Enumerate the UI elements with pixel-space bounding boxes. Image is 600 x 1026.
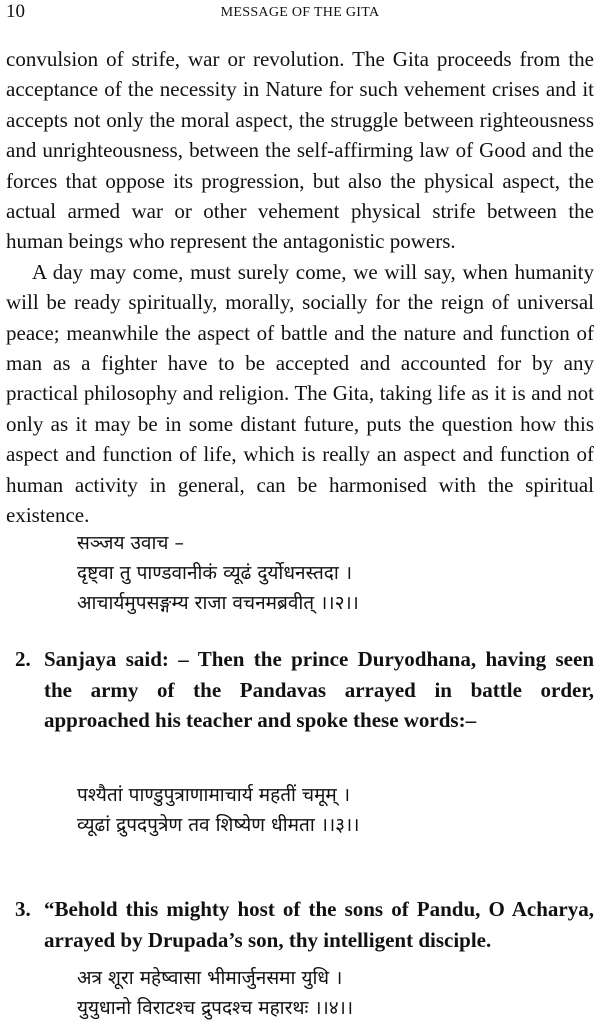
page-number: 10 (6, 1, 25, 22)
translation-verse-3 (15, 894, 594, 955)
sanskrit-verse-2 (77, 528, 359, 618)
running-head: MESSAGE OF THE GITA (220, 5, 380, 20)
verse-line: पश्यैतां पाण्डुपुत्राणामाचार्य महतीं चमूम् । (77, 784, 351, 806)
sanskrit-verse-3 (77, 780, 359, 840)
sanskrit-verse-4 (77, 963, 353, 1023)
verse-line: दृष्ट्वा तु पाण्डवानीकं व्यूढं दुर्योधनस्तदा । (77, 562, 353, 584)
translation-text: Sanjaya said: – Then the prince Duryodhana, having seen the army of the Pandavas arrayed in battle order, approached his teacher and spoke these words:– (44, 647, 594, 732)
verse-line: आचार्यमुपसङ्गम्य राजा वचनमब्रवीत् ।।२।। (77, 592, 359, 614)
body-text (6, 44, 594, 531)
verse-line: सञ्जय उवाच – (77, 532, 185, 554)
verse-number: 3. (15, 897, 31, 921)
verse-line: व्यूढां द्रुपदपुत्रेण तव शिष्येण धीमता ।।३।। (77, 814, 360, 836)
page-header (0, 0, 600, 30)
paragraph-continued: convulsion of strife, war or revolution. The Gita proceeds from the acceptance of the necessity in Nature for such vehement crises and it accepts not only the moral aspect, the struggle between righteousness and unrighteousness, between the self-affirming law of Good and the forces that oppose its progression, but also the physical aspect, the actual armed war or other vehement physical strife between the human beings who represent the antagonistic powers. (6, 47, 594, 254)
verse-line: युयुधानो विराटश्च द्रुपदश्च महारथः ।।४।। (77, 997, 354, 1019)
verse-line: अत्र शूरा महेष्वासा भीमार्जुनसमा युधि । (77, 967, 343, 989)
verse-number: 2. (15, 647, 31, 671)
paragraph-day-may-come: A day may come, must surely come, we will say, when humanity will be ready spiritually, morally, socially for the reign of universal peace; meanwhile the aspect of battle and the nature and function of man as a fighter have to be accepted and accounted for by any practical philosophy and religion. The Gita, taking life as it is and not only as it may be in some distant future, puts the question how this aspect and function of life, which is really an aspect and function of human activity in general, can be harmonised with the spiritual existence. (6, 259, 594, 528)
translation-verse-2 (15, 644, 594, 736)
translation-text: “Behold this mighty host of the sons of Pandu, O Acharya, arrayed by Drupada’s son, thy intelligent disciple. (44, 897, 594, 952)
